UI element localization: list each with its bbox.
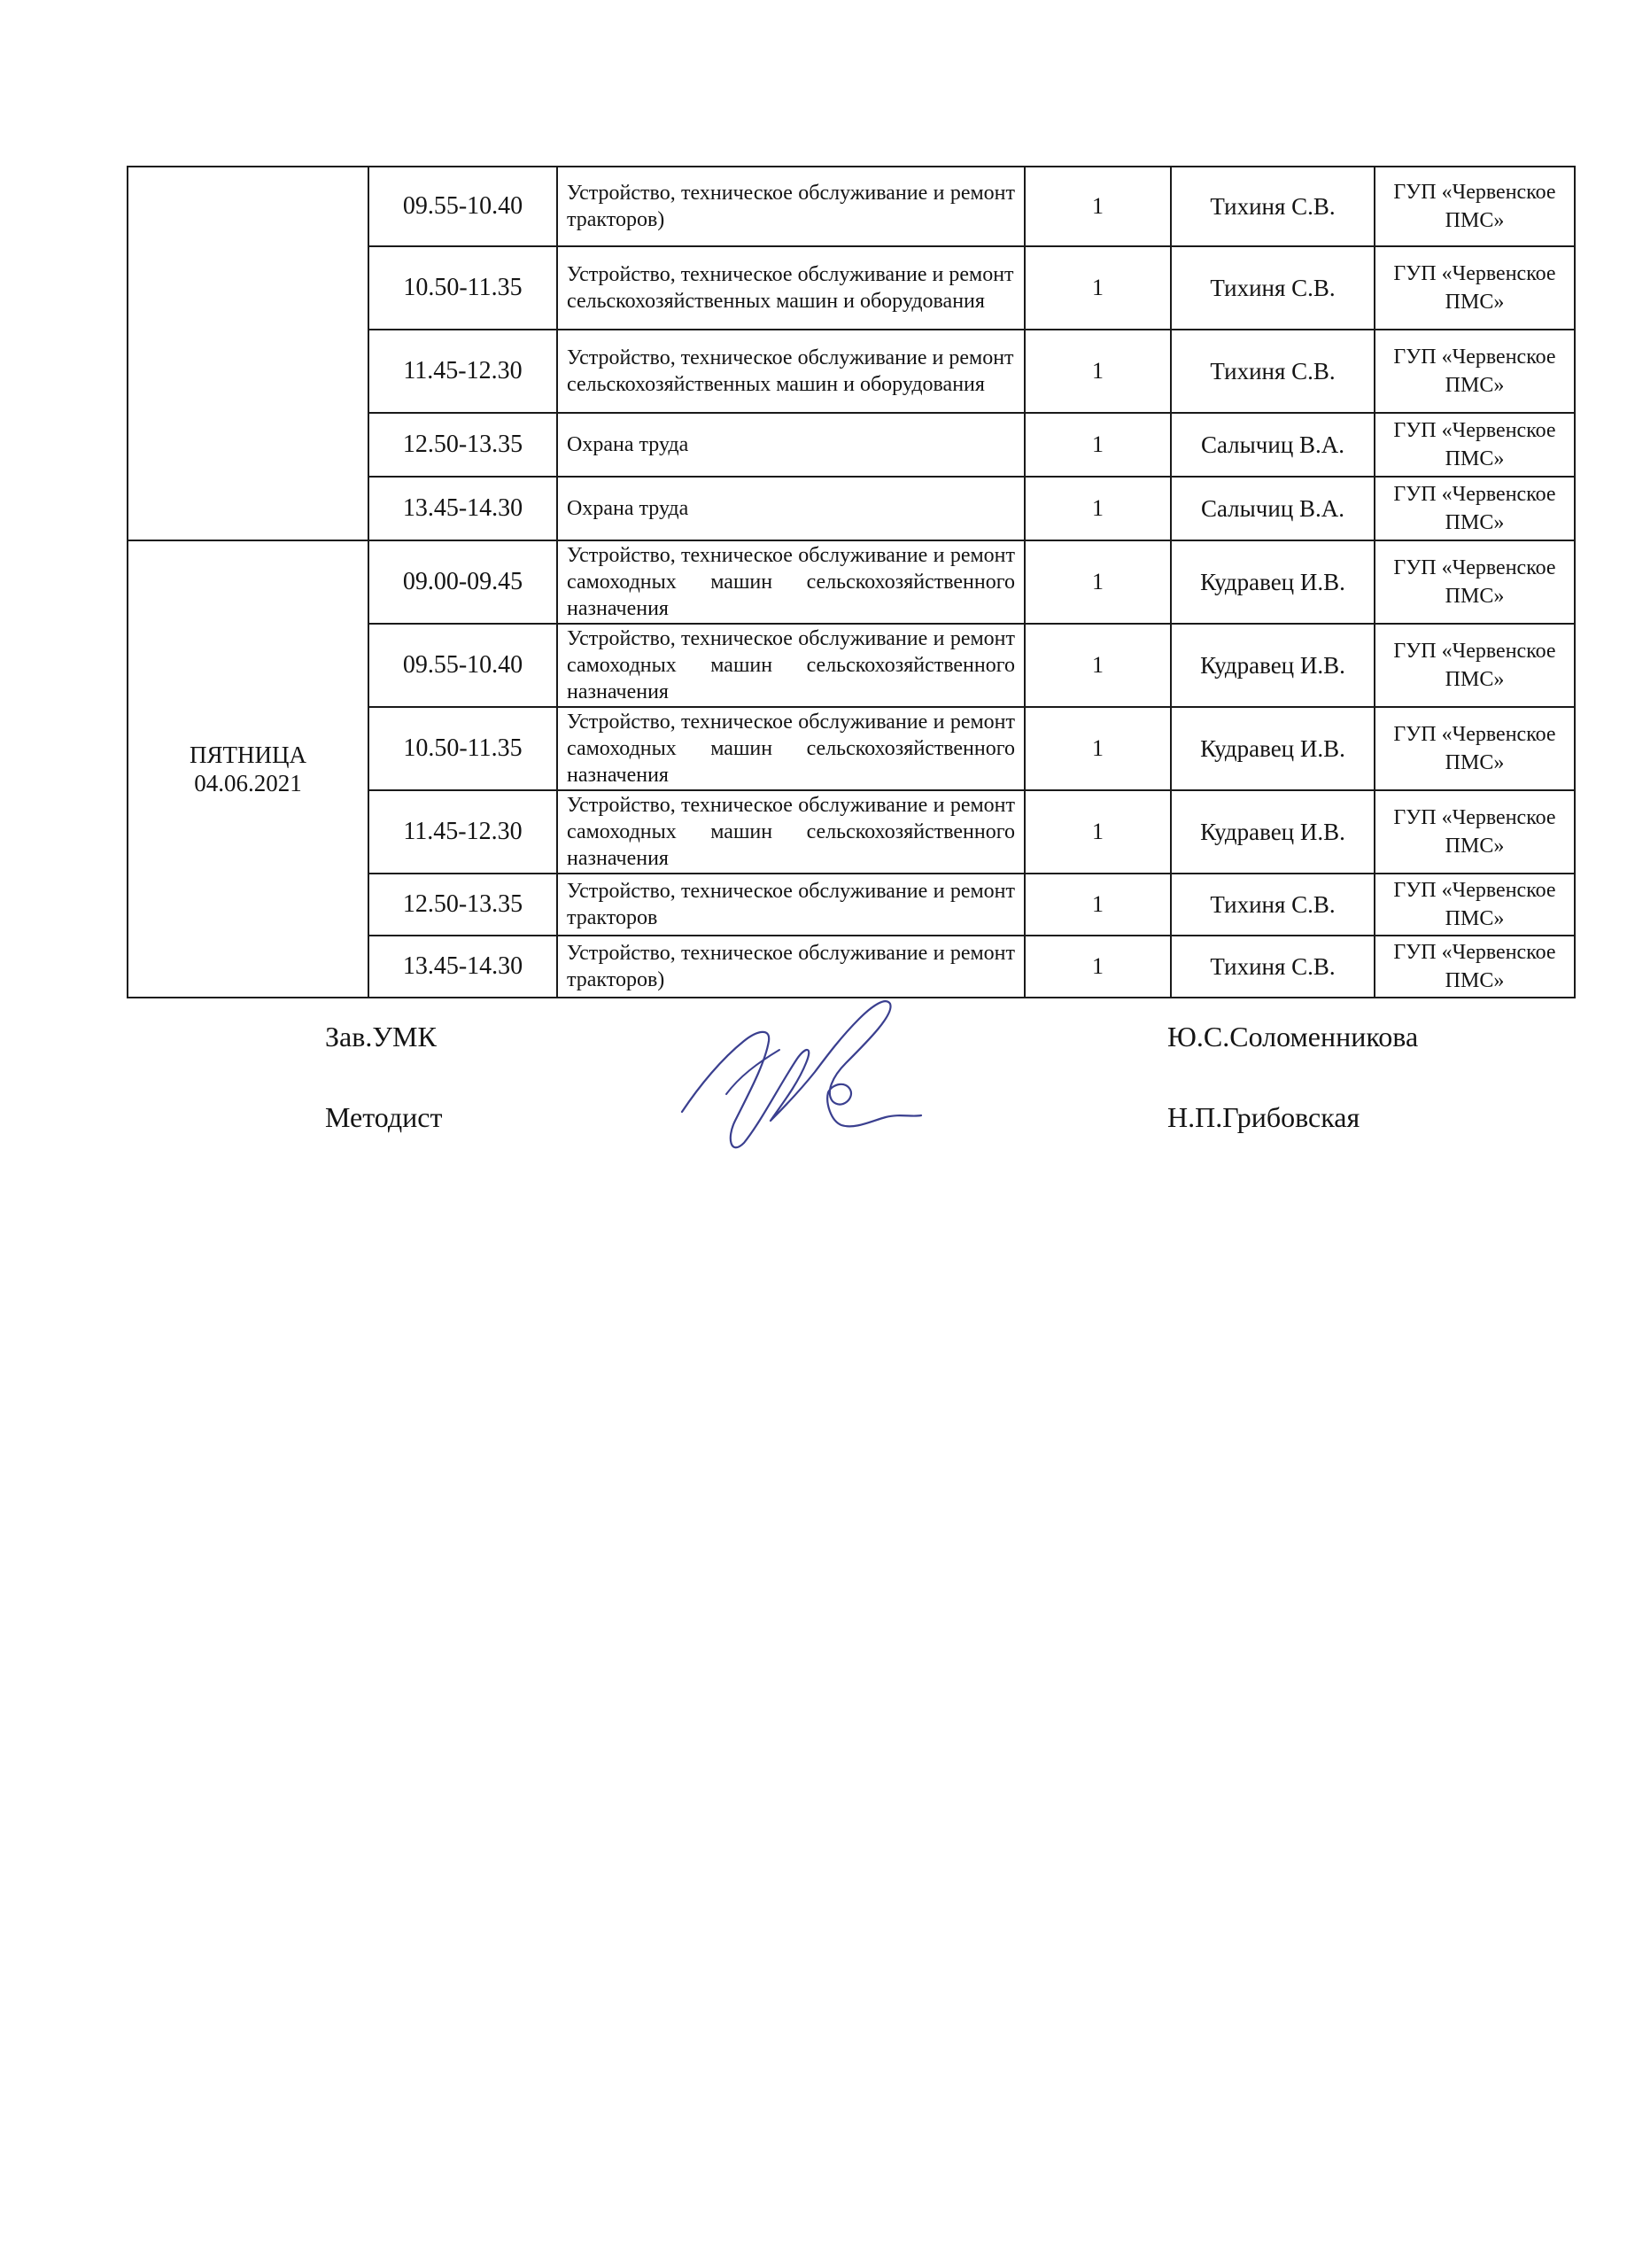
place-cell: ГУП «Червенское ПМС» xyxy=(1375,413,1575,477)
teacher-cell: Кудравец И.В. xyxy=(1171,707,1375,790)
teacher-cell: Тихиня С.В. xyxy=(1171,246,1375,330)
table-row xyxy=(128,540,1575,624)
table-row xyxy=(128,167,1575,246)
hours-cell: 1 xyxy=(1025,330,1171,413)
teacher-cell: Салычиц В.А. xyxy=(1171,413,1375,477)
place-cell: ГУП «Червенское ПМС» xyxy=(1375,330,1575,413)
time-cell: 09.00-09.45 xyxy=(368,540,557,624)
place-cell: ГУП «Червенское ПМС» xyxy=(1375,477,1575,540)
hours-cell: 1 xyxy=(1025,874,1171,936)
subject-cell: Устройство, техническое обслуживание и ремонт сельскохозяйственных машин и оборудования xyxy=(557,246,1025,330)
day-cell xyxy=(128,540,368,998)
time-cell: 10.50-11.35 xyxy=(368,246,557,330)
handwritten-signature xyxy=(673,988,930,1174)
hours-cell: 1 xyxy=(1025,936,1171,998)
teacher-cell: Кудравец И.В. xyxy=(1171,624,1375,707)
subject-cell: Устройство, техническое обслуживание и ремонт самоходных машин сельскохозяйственного назначения xyxy=(557,707,1025,790)
day-cell-empty xyxy=(128,167,368,540)
hours-cell: 1 xyxy=(1025,167,1171,246)
hours-cell: 1 xyxy=(1025,246,1171,330)
signature-stroke xyxy=(726,1050,779,1094)
signature-stroke xyxy=(682,1001,921,1147)
place-cell: ГУП «Червенское ПМС» xyxy=(1375,790,1575,874)
time-cell: 13.45-14.30 xyxy=(368,936,557,998)
methodist-name: Н.П.Грибовская xyxy=(1167,1101,1360,1133)
subject-cell: Устройство, техническое обслуживание и ремонт самоходных машин сельскохозяйственного назначения xyxy=(557,790,1025,874)
subject-cell: Устройство, техническое обслуживание и ремонт тракторов) xyxy=(557,936,1025,998)
place-cell: ГУП «Червенское ПМС» xyxy=(1375,936,1575,998)
hours-cell: 1 xyxy=(1025,413,1171,477)
subject-cell: Устройство, техническое обслуживание и ремонт самоходных машин сельскохозяйственного назначения xyxy=(557,540,1025,624)
subject-cell: Устройство, техническое обслуживание и ремонт самоходных машин сельскохозяйственного назначения xyxy=(557,624,1025,707)
day-name: ПЯТНИЦА xyxy=(190,742,306,768)
teacher-cell: Тихиня С.В. xyxy=(1171,330,1375,413)
subject-cell: Охрана труда xyxy=(557,413,1025,477)
place-cell: ГУП «Червенское ПМС» xyxy=(1375,624,1575,707)
teacher-cell: Тихиня С.В. xyxy=(1171,936,1375,998)
hours-cell: 1 xyxy=(1025,540,1171,624)
time-cell: 12.50-13.35 xyxy=(368,413,557,477)
time-cell: 11.45-12.30 xyxy=(368,790,557,874)
place-cell: ГУП «Червенское ПМС» xyxy=(1375,246,1575,330)
time-cell: 11.45-12.30 xyxy=(368,330,557,413)
teacher-cell: Тихиня С.В. xyxy=(1171,167,1375,246)
place-cell: ГУП «Червенское ПМС» xyxy=(1375,167,1575,246)
head-name: Ю.С.Соломенникова xyxy=(1167,1021,1419,1052)
place-cell: ГУП «Червенское ПМС» xyxy=(1375,707,1575,790)
teacher-cell: Салычиц В.А. xyxy=(1171,477,1375,540)
subject-cell: Охрана труда xyxy=(557,477,1025,540)
subject-cell: Устройство, техническое обслуживание и ремонт сельскохозяйственных машин и оборудования xyxy=(557,330,1025,413)
place-cell: ГУП «Червенское ПМС» xyxy=(1375,874,1575,936)
time-cell: 12.50-13.35 xyxy=(368,874,557,936)
hours-cell: 1 xyxy=(1025,707,1171,790)
time-cell: 09.55-10.40 xyxy=(368,167,557,246)
teacher-cell: Кудравец И.В. xyxy=(1171,790,1375,874)
teacher-cell: Кудравец И.В. xyxy=(1171,540,1375,624)
head-title: Зав.УМК xyxy=(325,1021,437,1052)
day-date: 04.06.2021 xyxy=(194,770,302,796)
hours-cell: 1 xyxy=(1025,624,1171,707)
hours-cell: 1 xyxy=(1025,477,1171,540)
place-cell: ГУП «Червенское ПМС» xyxy=(1375,540,1575,624)
methodist-title: Методист xyxy=(325,1101,443,1133)
time-cell: 10.50-11.35 xyxy=(368,707,557,790)
subject-cell: Устройство, техническое обслуживание и ремонт тракторов) xyxy=(557,167,1025,246)
hours-cell: 1 xyxy=(1025,790,1171,874)
time-cell: 09.55-10.40 xyxy=(368,624,557,707)
time-cell: 13.45-14.30 xyxy=(368,477,557,540)
subject-cell: Устройство, техническое обслуживание и ремонт тракторов xyxy=(557,874,1025,936)
teacher-cell: Тихиня С.В. xyxy=(1171,874,1375,936)
schedule-table xyxy=(127,166,1576,998)
